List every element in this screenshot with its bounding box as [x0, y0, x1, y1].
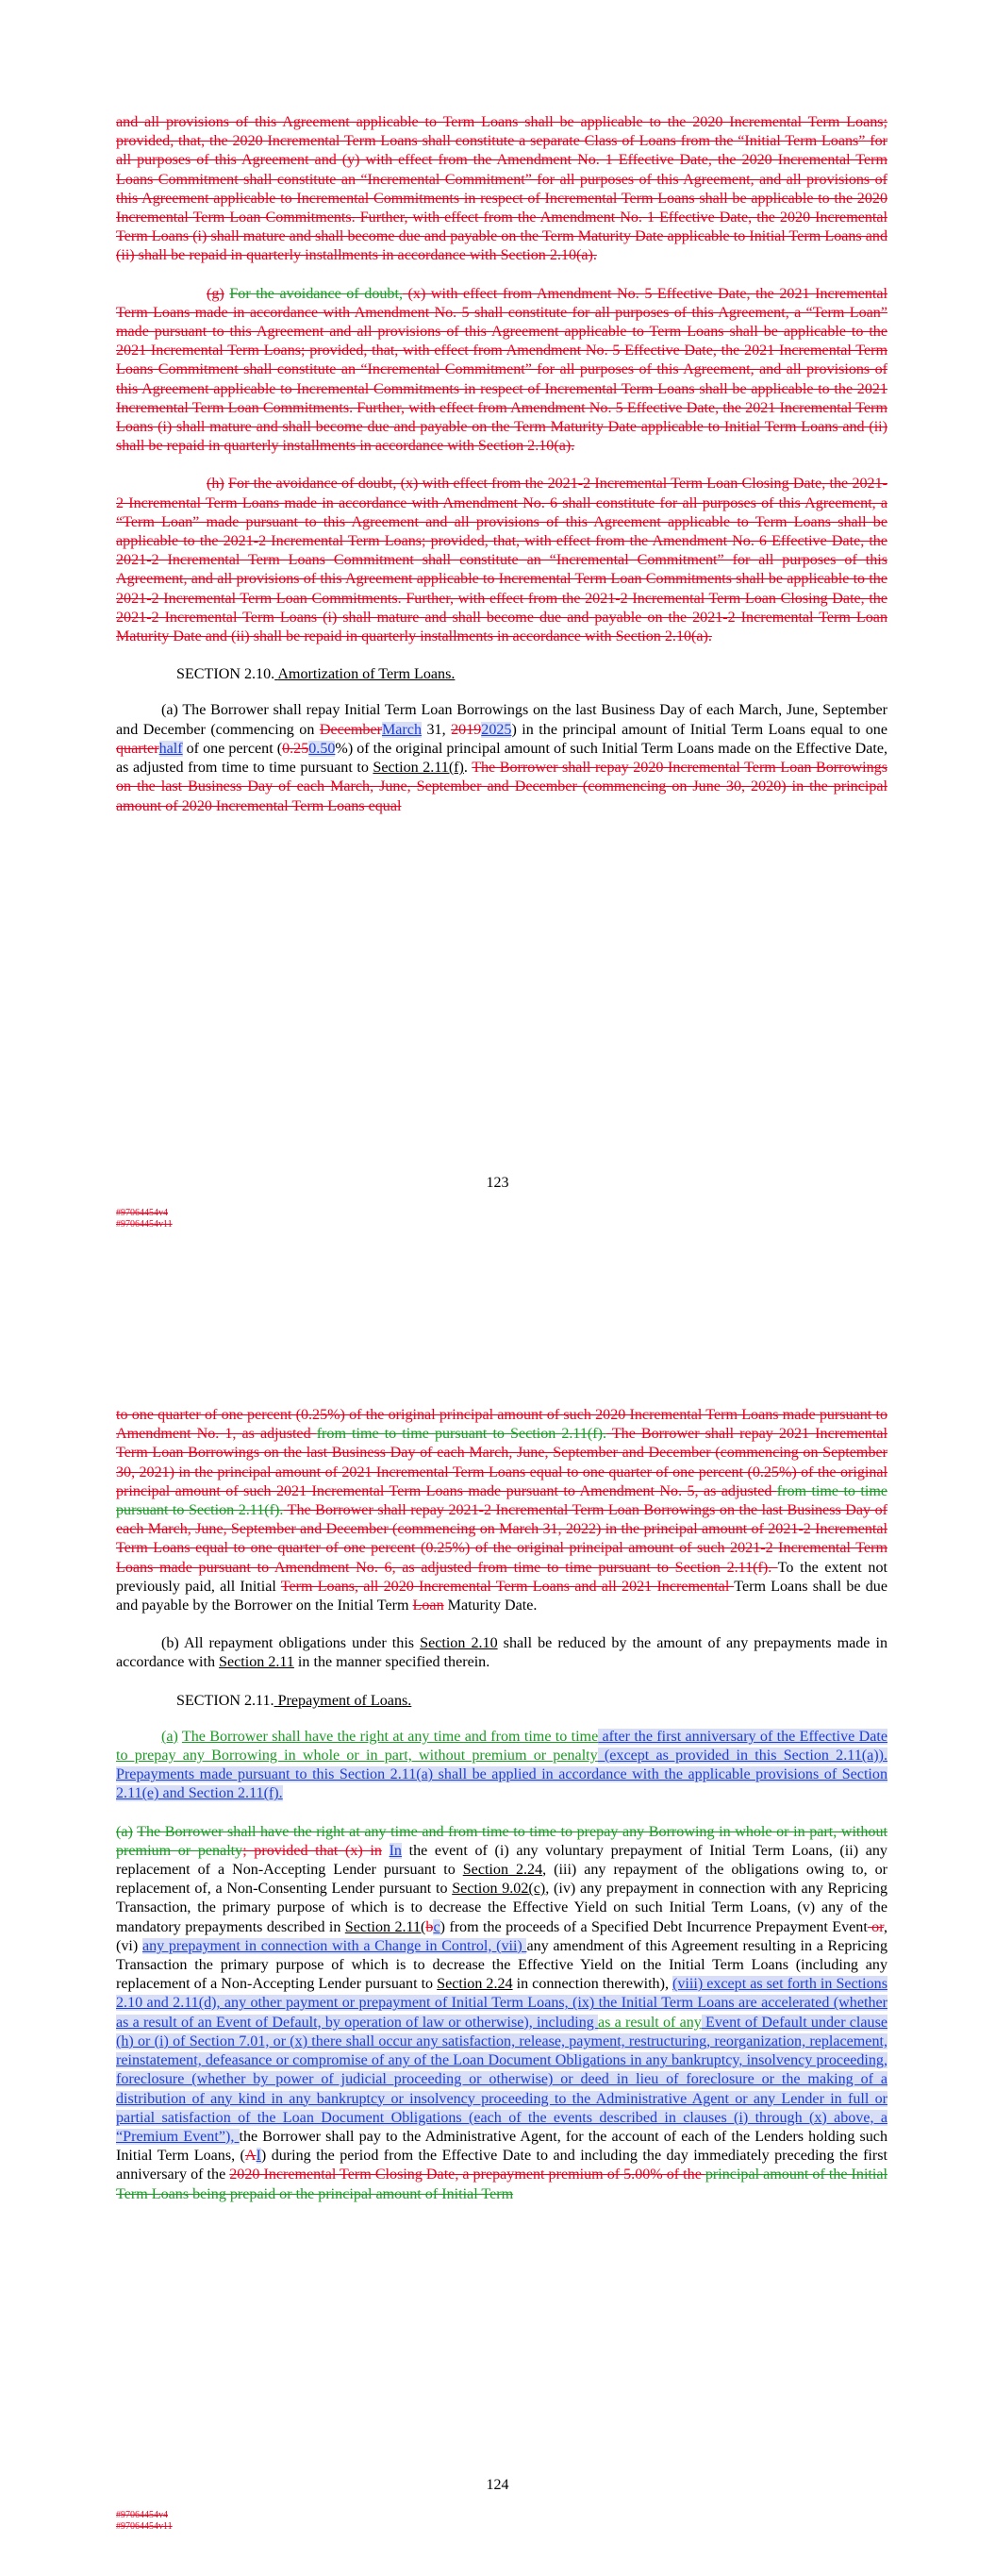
document-page-124 — [0, 1397, 995, 2576]
deleted-text: Term Loans, all 2020 Incremental Term Loans and all 2021 Incremental — [280, 1578, 735, 1595]
deleted-text: The Borrower shall repay 2021 Incremental Term Loan Borrowings on the last Business Day of each March, June, September and December (commencing on September 30, 2021) in the principal amount of 2021 Incremental Term Loans equal to one quarter of one percent (0.25%) of the original principal amount of such 2021 Incremental Term Loans made pursuant to Amendment No. 5, as adjusted — [116, 1426, 888, 1499]
paragraph-2-10-a — [116, 701, 887, 815]
inserted-text: half — [158, 740, 183, 757]
page-number: 123 — [486, 1175, 509, 1191]
inserted-text: In — [389, 1842, 402, 1859]
text-run: . — [463, 760, 473, 777]
text-run: the Borrower shall pay to the Administrative Agent, for the account of each of the Lenders holding such Initial Term Loans, ( — [116, 2128, 887, 2165]
footer-doc-id — [116, 1208, 173, 1230]
document-page-123 — [0, 0, 995, 1283]
page-gap — [0, 1283, 995, 1397]
deleted-text: quarter — [116, 740, 159, 757]
paragraph-2-10-b — [116, 1634, 887, 1672]
section-title: Prepayment of Loans. — [277, 1692, 412, 1709]
section-reference: Section 2.11 — [219, 1654, 294, 1671]
text-run: Maturity Date. — [443, 1597, 538, 1614]
inserted-text: (viii) except as set forth in Sections 2.10 and 2.11(d), any other payment or prepayment of Initial Term Loans, (ix) the Initial Term Loans are accelerated (whether as a result of an Event of Default, by operation of law or otherwise), including — [116, 1976, 887, 2031]
inserted-text: I — [256, 2148, 261, 2165]
text-run: shall be reduced by the amount of any prepayments made in accordance with — [116, 1635, 888, 1671]
section-reference: Section 2.10 — [420, 1635, 498, 1652]
deleted-text: and all provisions of this Agreement applicable to Term Loans shall be applicable to the 2020 Incremental Term Loans; provided, that, the 2020 Incremental Term Loans shall constitute a separate Class of Loans from the “Initial Term Loans” for all purposes of this Agreement and (y) with effect from the Amendment No. 1 Effective Date, the 2020 Incremental Term Loans Commitment shall constitute an “Incremental Commitment” for all purposes of this Agreement, and all provisions of this Agreement applicable to Incremental Commitments in respect of Incremental Term Loans shall be applicable to the 2020 Incremental Term Loan Commitments. Further, with effect from the Amendment No. 1 Effective Date, the 2020 Incremental Term Loans (i) shall mature and shall become due and payable on the Term Maturity Date applicable to Initial Term Loans and (ii) shall be repaid in quarterly installments in accordance with Section 2.10(a). — [116, 114, 887, 264]
footer-doc-id-1: #97064454v4 — [116, 2510, 168, 2520]
page-number: 124 — [486, 2477, 509, 2493]
section-2-11-heading — [116, 1692, 887, 1711]
deleted-text: The Borrower shall repay 2021-2 Incremental Term Loan Borrowings on the last Business Day of each March, June, September and December (commencing on March 31, 2022) in the principal amount of 2021-2 Incremental Term Loans equal to one quarter of one percent (0.25%) of the original principal amount of such 2021-2 Incremental Term Loans made pursuant to Amendment No. 6, as adjusted from time to time pursuant to Section 2.11(f). — [116, 1502, 887, 1576]
text-run: The Borrower shall repay Initial Term Loan Borrowings on the last Business Day of each March, June, September and December (commencing on — [116, 702, 887, 738]
page-124-body — [116, 1406, 887, 2223]
section-label: SECTION 2.11. — [176, 1692, 274, 1709]
text-run: any amendment of this Agreement resulting in a Repricing Transaction the primary purpose of which is to decrease the Effective Yield on the Initial Term Loans (including any replacement of a Non-Accepting Lender pursuant to — [116, 1937, 888, 1993]
moved-inserted-text: to prepay any Borrowing in whole or in part, without premium or penalty — [116, 1748, 598, 1765]
moved-inserted-text: as a result of any — [598, 2014, 702, 2031]
inserted-text: c — [433, 1918, 440, 1935]
section-label: SECTION 2.10. — [176, 666, 275, 683]
text-run: Term Loans shall be due and payable by the Borrower on the Initial Term — [116, 1578, 887, 1614]
deleted-text: December — [319, 721, 382, 738]
deleted-text: 0.25 — [282, 740, 309, 757]
text-run: in connection therewith), — [512, 1976, 672, 1993]
inserted-text: 0.50 — [308, 740, 336, 757]
text-run: To the extent not previously paid, all Initial — [116, 1559, 887, 1595]
footer-doc-id-2: #97064454v11 — [116, 2521, 173, 2532]
paragraph-label: (b) — [161, 1635, 179, 1652]
deleted-text: to one quarter of one percent (0.25%) of the original principal amount of such 2020 Incremental Term Loans made pursuant to Amendment No. 1, as adjusted — [116, 1407, 887, 1443]
paragraph-2-10-a-continued — [116, 1406, 887, 1615]
text-run: %) of the original principal amount of such Initial Term Loans made on the Effective Date, as adjusted from time to time pursuant to — [116, 740, 887, 777]
moved-text: For the avoidance of doubt, — [229, 285, 403, 302]
paragraph-label: (a) — [161, 702, 178, 719]
deleted-text: The Borrower shall repay 2020 Incremental Term Loan Borrowings on the last Business Day of each March, June, September and December (commencing on June 30, 2020) in the principal amount of 2020 Incremental Term Loans equal — [116, 760, 887, 814]
paragraph-h — [116, 475, 887, 646]
text-run: ) from the proceeds of a Specified Debt Incurrence Prepayment Event — [439, 1918, 868, 1935]
deleted-text: b — [425, 1918, 434, 1935]
text-run: All repayment obligations under this — [183, 1635, 421, 1652]
footer-doc-id — [116, 2510, 173, 2533]
text-run: 31, — [422, 721, 452, 738]
deleted-text: ; provided that (x) in — [242, 1842, 382, 1859]
text-run: of one percent ( — [182, 740, 283, 757]
inserted-text: any prepayment in connection with a Change in Control, (vii) — [141, 1937, 527, 1954]
paragraph-g-label: (g) — [207, 285, 224, 302]
inserted-text: March — [381, 721, 422, 738]
section-reference: Section 9.02(c) — [452, 1881, 546, 1898]
section-2-10-heading — [116, 665, 887, 684]
text-run: in the manner specified therein. — [293, 1654, 490, 1671]
text-run: ) during the period from the Effective Date to and including the day immediately preceding the first anniversary of the — [116, 2148, 887, 2183]
moved-text: from time to time pursuant to Section 2.11(f). — [316, 1426, 607, 1443]
inserted-text: after the first anniversary of the Effective Date — [598, 1728, 887, 1745]
text-run: , (vi) — [116, 1918, 887, 1954]
deleted-text: 2020 Incremental Term Closing Date, a prepayment premium of 5.00% of the — [229, 2166, 705, 2183]
paragraph-2-11-a-old — [116, 1823, 887, 2204]
inserted-text: (except as provided in this Section 2.11(a)). Prepayments made pursuant to this Section 2.11(a) shall be applied in accordance with the applicable provisions of Section 2.11(e) and Section 2.11(f). — [116, 1748, 887, 1802]
paragraph-g — [116, 285, 887, 457]
page-123-body — [116, 113, 887, 835]
deleted-text: Loan — [412, 1597, 444, 1614]
text-run: ) in the principal amount of Initial Term Loans equal to one — [511, 721, 887, 738]
text-run: , (iii) any repayment of the obligations owing to, or replacement of, a Non-Consenting Lender pursuant to — [116, 1862, 887, 1898]
moved-text: from time to time pursuant to Section 2.11(f). — [116, 1482, 887, 1519]
paragraph-label: (a) — [161, 1728, 178, 1745]
inserted-text: 2025 — [481, 721, 512, 738]
paragraph-label: (a) — [116, 1823, 133, 1840]
paragraph-h-label: (h) — [207, 476, 224, 493]
section-reference: Section 2.24 — [437, 1976, 513, 1993]
moved-text: The Borrower shall have the right at any time and from time to time to prepay any Borrowing in whole or in part, without premium or penalty — [116, 1823, 887, 1859]
section-reference: Section 2.24 — [462, 1862, 543, 1879]
paragraph-2-11-a-new — [116, 1728, 887, 1804]
deleted-text: or — [867, 1918, 884, 1935]
deleted-text: A — [244, 2148, 257, 2165]
inserted-text: Event of Default under clause (h) or (i) of Section 7.01, or (x) there shall occur any satisfaction, release, payment, restructuring, reorganization, replacement, reinstatement, defeasance or compromise of any of the Loan Document Obligations in any bankruptcy, insolvency proceeding, foreclosure (whether by power of judicial proceeding or otherwise) or deed in lieu of foreclosure or the making of a distribution of any kind in any bankruptcy or insolvency proceeding to the Administrative Agent or any Lender in full or partial satisfaction of the Loan Document Obligations (each of the events described in clauses (i) through (x) above, a “Premium Event”), — [116, 2014, 887, 2145]
footer-doc-id-2: #97064454v11 — [116, 1219, 173, 1229]
section-reference: Section 2.11( — [344, 1918, 426, 1935]
text-run: , (iv) any prepayment in connection with any Repricing Transaction, the primary purpose of which is to decrease the Effective Yield on such Initial Term Loans, (v) any of the mandatory prepayments described in — [116, 1881, 887, 1935]
deleted-text: For the avoidance of doubt, (x) with effect from the 2021-2 Incremental Term Loan Closing Date, the 2021-2 Incremental Term Loans made in accordance with Amendment No. 6 shall constitute for all purposes of this Agreement, a “Term Loan” made pursuant to this Agreement and all provisions of this Agreement applicable to Term Loans shall be applicable to the 2021-2 Incremental Term Loans; provided, that, with effect from the Amendment No. 6 Effective Date, the 2021-2 Incremental Term Loans Commitment shall constitute an “Incremental Commitment” for all purposes of this Agreement, and all provisions of this Agreement applicable to Incremental Term Loan Commitments shall be applicable to the 2021-2 Incremental Term Loan Commitments. Further, with effect from the 2021-2 Incremental Term Loan Closing Date, the 2021-2 Incremental Term Loans (i) shall mature and shall become due and payable on the 2021-2 Incremental Term Loan Maturity Date and (ii) shall be repaid in quarterly installments in accordance with Section 2.10(a). — [116, 476, 887, 645]
footer-doc-id-1: #97064454v4 — [116, 1208, 168, 1218]
text-run: the event of (i) any voluntary prepayment of Initial Term Loans, (ii) any replacement of a Non-Accepting Lender pursuant to — [116, 1842, 887, 1879]
paragraph-f-tail — [116, 113, 887, 266]
deleted-text: 2019 — [451, 721, 482, 738]
moved-inserted-text: The Borrower shall have the right at any time and from time to time — [181, 1728, 599, 1745]
section-reference: Section 2.11(f) — [373, 760, 464, 777]
deleted-text: (x) with effect from Amendment No. 5 Effective Date, the 2021 Incremental Term Loans made in accordance with Amendment No. 5 shall constitute for all purposes of this Agreement, a “Term Loan” made pursuant to this Agreement and all provisions of this Agreement applicable to Term Loans shall be applicable to the 2021 Incremental Term Loans; provided, that, with effect from Amendment No. 5 Effective Date, the 2021 Incremental Term Loans Commitment shall constitute an “Incremental Commitment” for all purposes of this Agreement, and all provisions of this Agreement applicable to Incremental Commitments in respect of Incremental Term Loans shall be applicable to the 2021 Incremental Term Loan Commitments. Further, with effect from Amendment No. 5 Effective Date, the 2021 Incremental Term Loans (i) shall mature and shall become due and payable on the Term Maturity Date applicable to Initial Term Loans and (ii) shall be repaid in quarterly installments in accordance with Section 2.10(a). — [116, 285, 887, 455]
section-title: Amortization of Term Loans. — [277, 666, 456, 683]
moved-text: principal amount of the Initial Term Loans being prepaid or the principal amount of Initial Term — [116, 2166, 887, 2202]
